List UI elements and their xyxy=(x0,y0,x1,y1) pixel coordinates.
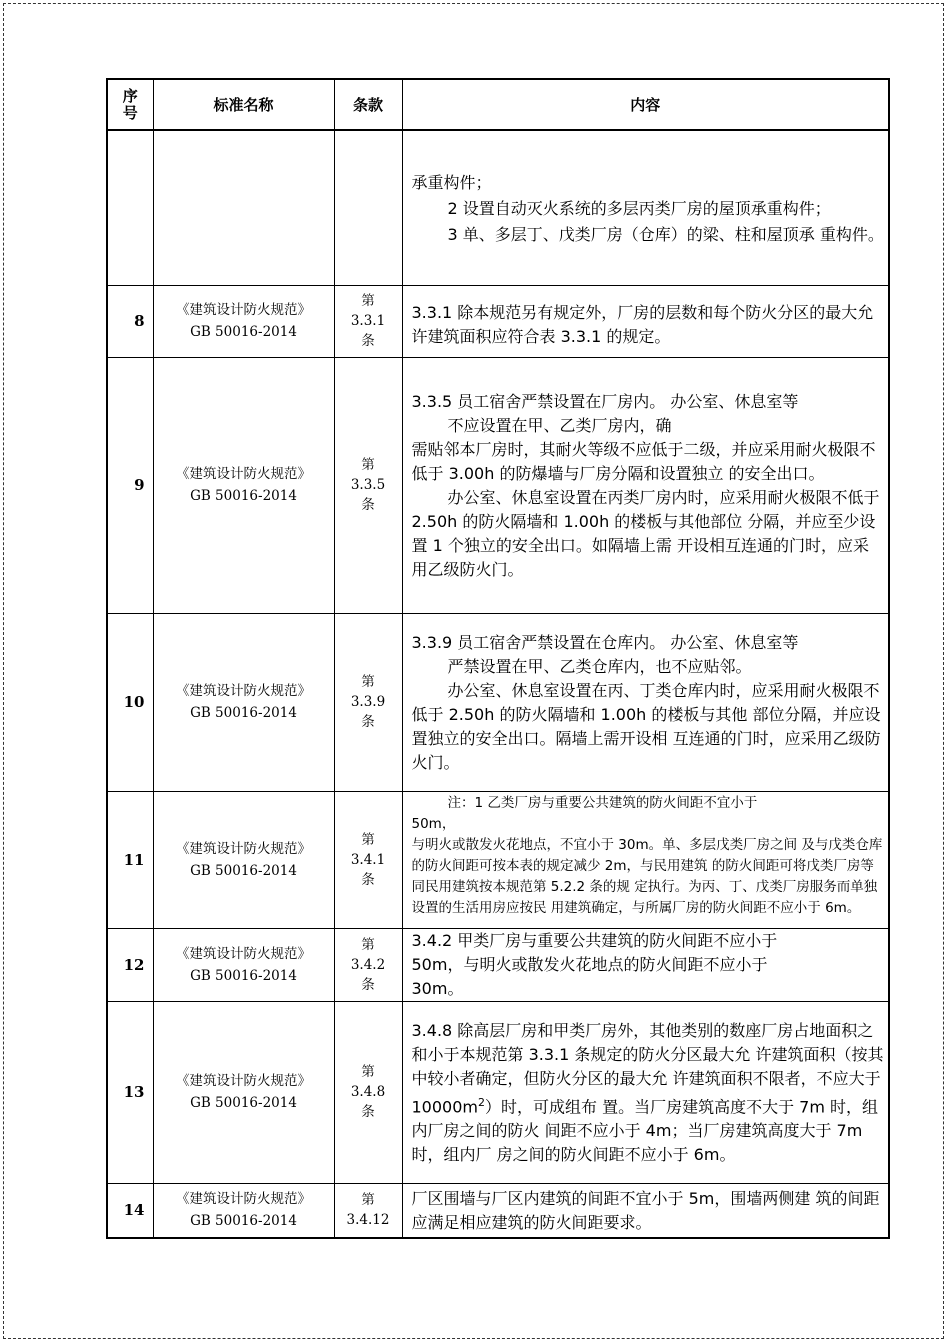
standard-code: GB 50016-2014 xyxy=(190,967,297,984)
row-clause xyxy=(334,791,402,928)
header-content: 内容 xyxy=(402,79,889,130)
superscript: 2 xyxy=(477,1095,485,1109)
clause-number: 3.3.5 xyxy=(350,477,386,493)
content-paragraph xyxy=(412,1019,885,1167)
clause-number: 3.4.12 xyxy=(346,1212,390,1229)
table-header-row xyxy=(107,79,889,130)
row-no: 12 xyxy=(107,928,153,1001)
row-clause xyxy=(334,1001,402,1183)
content-line: 严禁设置在甲、乙类仓库内，也不应贴邻。 xyxy=(447,657,752,676)
row-no: 11 xyxy=(107,791,153,928)
clause-prefix: 第 xyxy=(361,936,375,953)
row-content xyxy=(402,613,889,791)
row-standard xyxy=(153,285,334,357)
row-no: 13 xyxy=(107,1001,153,1183)
regulation-table xyxy=(106,78,890,1239)
header-clause: 条款 xyxy=(334,79,402,130)
row-content xyxy=(402,130,889,285)
clause-suffix: 条 xyxy=(361,871,375,888)
content-line: ）时，可成组布 置。当厂房建筑高度不大于 7m 时，组内厂房之间的防火 间距不应小于 4m；当厂房建筑高度大于 7m 时，组内厂 房之间的防火间距不应小于 6m。 xyxy=(411,1097,879,1165)
standard-name: 《建筑设计防火规范》 xyxy=(176,466,311,482)
clause-suffix: 条 xyxy=(361,333,375,349)
row-clause xyxy=(334,1183,402,1238)
standard-code: GB 50016-2014 xyxy=(190,862,297,879)
content-line: 与明火或散发火花地点，不宜小于 30m。单、多层戊类厂房之间 及与戊类仓库的防火间距可按本表的规定减少 2m，与民用建筑 的防火间距可将戊类厂房等同民用建筑按本规范第 5.2.2 条的规 定执行。为丙、丁、戊类厂房服务而单独设置的生活用房应按民 用建筑确定，与所属厂房的防火间距不应小于 6m。 xyxy=(411,837,883,916)
content-line: 3.3.1 除本规范另有规定外，厂房的层数和每个防火分区的最大允许建筑面积应符合表 3.3.1 的规定。 xyxy=(411,303,874,346)
table-row xyxy=(107,928,889,1001)
content-line: 50m，与明火或散发火花地点的防火间距不应小于 xyxy=(411,955,768,974)
content-line: 办公室、休息室设置在丙、丁类仓库内时，应采用耐火极限不低于 2.50h 的防火隔墙和 1.00h 的楼板与其他 部位分隔，并应设置独立的安全出口。隔墙上需开设相 互连通的门时，应采用乙级防火门。 xyxy=(411,681,881,772)
clause-number: 3.3.9 xyxy=(350,694,386,710)
table-row xyxy=(107,130,889,285)
content-line: 不应设置在甲、乙类厂房内，确 xyxy=(447,416,672,435)
standard-name: 《建筑设计防火规范》 xyxy=(176,840,311,857)
table-row xyxy=(107,791,889,928)
clause-number: 3.4.1 xyxy=(350,851,386,868)
clause-prefix: 第 xyxy=(361,293,375,309)
clause-prefix: 第 xyxy=(361,457,375,473)
row-content xyxy=(402,357,889,613)
standard-name: 《建筑设计防火规范》 xyxy=(176,1191,311,1208)
row-clause xyxy=(334,130,402,285)
standard-code: GB 50016-2014 xyxy=(190,324,297,340)
row-standard xyxy=(153,1183,334,1238)
content-line: 3 单、多层丁、戊类厂房（仓库）的梁、柱和屋顶承 重构件。 xyxy=(447,224,884,244)
standard-code: GB 50016-2014 xyxy=(190,705,297,721)
content-line: 2 设置自动灭火系统的多层丙类厂房的屋顶承重构件； xyxy=(447,198,831,218)
standard-name: 《建筑设计防火规范》 xyxy=(176,683,311,699)
clause-suffix: 条 xyxy=(361,714,375,730)
clause-prefix: 第 xyxy=(361,1064,375,1080)
content-line: 3.4.8 除高层厂房和甲类厂房外，其他类别的数座厂房占地面积之和小于本规范第 3.3.1 条规定的防火分区最大允 许建筑面积（按其中较小者确定，但防火分区的最大允 许建筑面积不限者，不应大于 10000m xyxy=(411,1020,884,1117)
table-row xyxy=(107,1183,889,1238)
content-line: 3.3.5 员工宿舍严禁设置在厂房内。 办公室、休息室等 xyxy=(411,392,799,411)
content-line: 30m。 xyxy=(411,979,464,998)
row-content xyxy=(402,285,889,357)
row-clause xyxy=(334,928,402,1001)
row-content xyxy=(402,928,889,1001)
row-content xyxy=(402,791,889,928)
content-line: 办公室、休息室设置在丙类厂房内时，应采用耐火极限不低于 2.50h 的防火隔墙和 1.00h 的楼板与其他部位 分隔，并应至少设置 1 个独立的安全出口。如隔墙上需 开设相互连通的门时，应采用乙级防火门。 xyxy=(411,488,880,579)
row-no: 9 xyxy=(107,357,153,613)
clause-number: 3.4.2 xyxy=(350,956,386,973)
clause-number: 3.4.8 xyxy=(350,1084,386,1100)
standard-name: 《建筑设计防火规范》 xyxy=(176,1073,311,1089)
standard-name: 《建筑设计防火规范》 xyxy=(176,302,311,318)
standard-code: GB 50016-2014 xyxy=(190,1095,297,1111)
row-standard xyxy=(153,791,334,928)
row-standard xyxy=(153,928,334,1001)
row-standard xyxy=(153,613,334,791)
row-standard xyxy=(153,357,334,613)
content-line: 3.4.2 甲类厂房与重要公共建筑的防火间距不应小于 xyxy=(411,931,778,950)
row-no xyxy=(107,130,153,285)
content-line: 50m， xyxy=(411,816,456,832)
row-no: 10 xyxy=(107,613,153,791)
content-line: 需贴邻本厂房时，其耐火等级不应低于二级，并应采用耐火极限不低于 3.00h 的防爆墙与厂房分隔和设置独立 的安全出口。 xyxy=(411,440,876,483)
clause-suffix: 条 xyxy=(361,497,375,513)
standard-code: GB 50016-2014 xyxy=(190,488,297,504)
table-row xyxy=(107,285,889,357)
row-no: 14 xyxy=(107,1183,153,1238)
content-line: 承重构件； xyxy=(411,172,492,192)
header-standard: 标准名称 xyxy=(153,79,334,130)
clause-number: 3.3.1 xyxy=(350,313,386,329)
row-no: 8 xyxy=(107,285,153,357)
row-content xyxy=(402,1001,889,1183)
table-row xyxy=(107,357,889,613)
standard-code: GB 50016-2014 xyxy=(190,1213,297,1230)
clause-suffix: 条 xyxy=(361,1104,375,1120)
row-clause xyxy=(334,285,402,357)
table-row xyxy=(107,613,889,791)
clause-prefix: 第 xyxy=(361,831,375,848)
content-line: 注：1 乙类厂房与重要公共建筑的防火间距不宜小于 xyxy=(447,795,758,811)
table-row xyxy=(107,1001,889,1183)
clause-prefix: 第 xyxy=(361,1192,375,1209)
clause-suffix: 条 xyxy=(361,976,375,993)
content-line: 3.3.9 员工宿舍严禁设置在仓库内。 办公室、休息室等 xyxy=(411,633,799,652)
row-standard xyxy=(153,1001,334,1183)
clause-prefix: 第 xyxy=(361,674,375,690)
row-content xyxy=(402,1183,889,1238)
content-line: 厂区围墙与厂区内建筑的间距不宜小于 5m，围墙两侧建 筑的间距应满足相应建筑的防火间距要求。 xyxy=(411,1189,880,1233)
header-no: 序号 xyxy=(107,79,153,130)
standard-name: 《建筑设计防火规范》 xyxy=(176,945,311,962)
row-clause xyxy=(334,613,402,791)
row-standard xyxy=(153,130,334,285)
row-clause xyxy=(334,357,402,613)
